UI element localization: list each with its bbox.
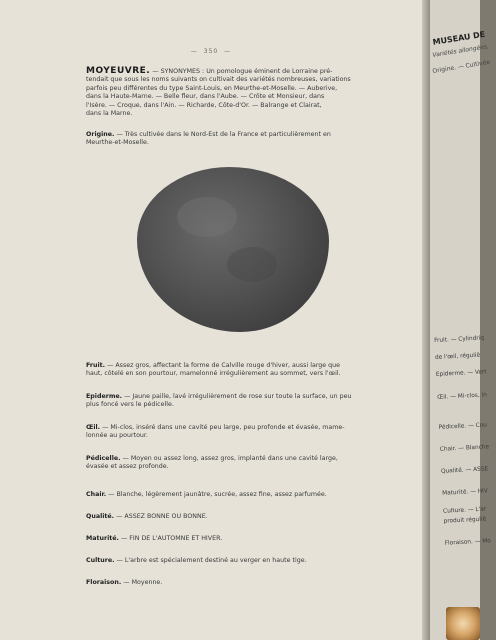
- corner-thumbnail: [446, 607, 480, 640]
- section-qualite: Qualité. — ASSEZ BONNE OU BONNE.: [86, 513, 208, 520]
- facing-row: Œil. — Mi-clos, in: [436, 392, 488, 401]
- section-chair: Chair. — Blanche, légèrement jaunâtre, sucrée, assez fine, assez parfumée.: [86, 491, 327, 498]
- facing-row: Culture. — L'ar: [442, 506, 487, 515]
- facing-row: Fruit. — Cylindriq: [434, 335, 485, 344]
- section-oeil: Œil. — Mi-clos, inséré dans une cavité peu large, peu profonde et évasée, mame- lonnée au pourtour.: [86, 424, 345, 440]
- facing-rows: [434, 335, 496, 554]
- variety-title: MOYEUVRE.: [86, 66, 151, 76]
- facing-origin: Origine. — Cultivée: [432, 58, 491, 75]
- variety-intro: [86, 67, 396, 118]
- intro-line-0: MOYEUVRE. — SYNONYMES : Un pomologue éminent de Lorraine pré-: [86, 66, 333, 76]
- origin-label: Origine.: [86, 131, 115, 138]
- facing-row: de l'œil, réguliè: [434, 352, 481, 361]
- facing-row: Pédicelle. — Cou: [438, 422, 488, 431]
- facing-row: Chair. — Blanche: [439, 444, 490, 453]
- section-culture: Culture. — L'arbre est spécialement destiné au verger en haute tige.: [86, 557, 307, 564]
- facing-subtitle: Variétés allongées,: [432, 43, 490, 59]
- facing-row: Qualité. — ASSE: [440, 466, 489, 475]
- facing-row: Maturité. — HIV: [442, 488, 488, 497]
- intro-line-3: dans la Haute-Marne. — Belle fleur, dans l'Aube. — Crôte et Monsieur, dans: [86, 93, 325, 101]
- section-fruit: Fruit. — Assez gros, affectant la forme de Calville rouge d'hiver, aussi large que haut, côtelé en son pourtour, mamelonné irrégulièrement au sommet, vers l'œil.: [86, 362, 341, 378]
- facing-page: [430, 0, 492, 640]
- synonyms-label: SYNONYMES :: [160, 68, 205, 75]
- origin-line-0: — Très cultivée dans le Nord-Est de la France et particulièrement en: [116, 131, 331, 138]
- apple-illustration: [137, 167, 329, 332]
- section-epiderme: Epiderme. — Jaune paille, lavé irrégulièrement de rose sur toute la surface, un peu plus foncé vers le pédicelle.: [86, 393, 352, 409]
- origin-block: [86, 131, 396, 148]
- description-sections: [86, 362, 396, 601]
- facing-title: MUSEAU DE: [432, 29, 486, 47]
- intro-line-4: l'Isère. — Croque, dans l'Ain. — Richarde, Côte-d'Or. — Balrange et Clairat,: [86, 101, 322, 109]
- page-number: — 350 —: [190, 48, 232, 55]
- intro-line-5: dans la Marne.: [86, 110, 133, 118]
- intro-line-2: parfois peu différentes du type Saint-Louis, en Meurthe-et-Moselle. — Auberive,: [86, 84, 338, 92]
- facing-row: Epiderme. — Vert: [435, 369, 487, 378]
- section-maturite: Maturité. — FIN DE L'AUTOMNE ET HIVER.: [86, 535, 223, 542]
- origin-line-1: Meurthe-et-Moselle.: [86, 139, 149, 147]
- section-floraison: Floraison. — Moyenne.: [86, 579, 163, 586]
- facing-row: produit réguliè: [443, 516, 487, 525]
- intro-line-1: tendait que sous les noms suivants on cultivait des variétés nombreuses, variations: [86, 76, 351, 84]
- section-pedicelle: Pédicelle. — Moyen ou assez long, assez gros, implanté dans une cavité large, évasée et assez profonde.: [86, 455, 338, 471]
- facing-row: Floraison. — Mo: [444, 538, 492, 547]
